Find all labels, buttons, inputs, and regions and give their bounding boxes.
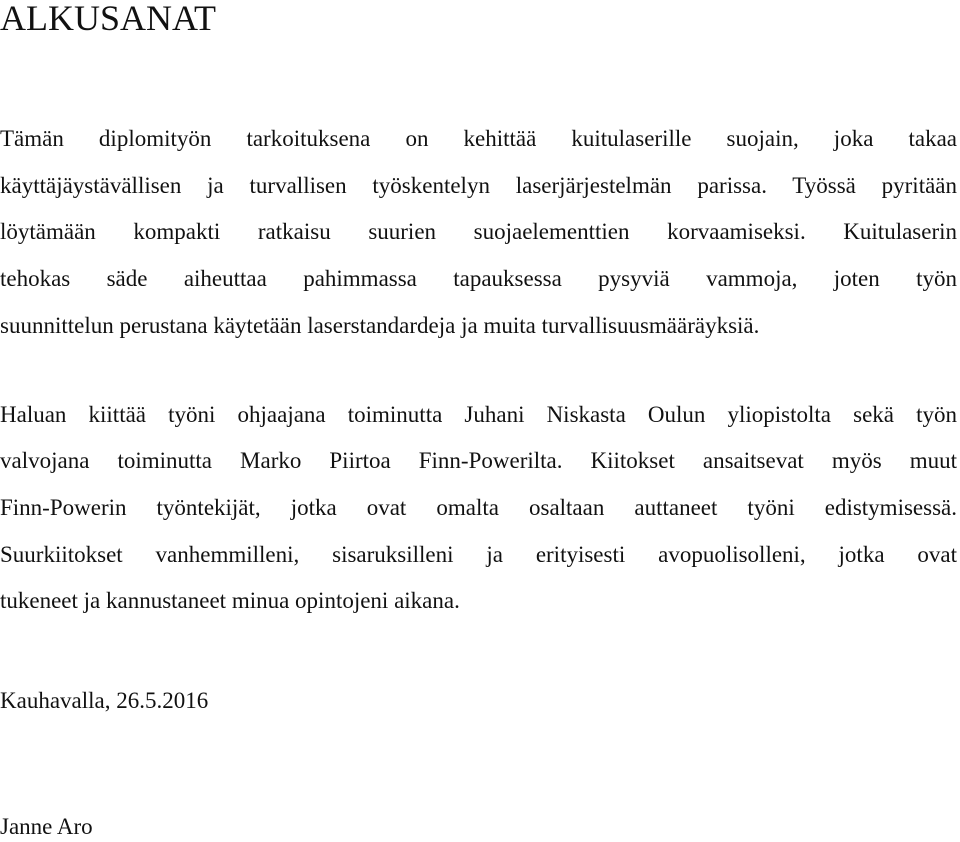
author-name: Janne Aro xyxy=(0,814,93,839)
page-heading: ALKUSANAT xyxy=(0,0,216,38)
paragraph-line: käyttäjäystävällisen ja turvallisen työskentelyn laserjärjestelmän parissa. Työssä pyritään xyxy=(0,173,957,198)
paragraph-line: Finn-Powerin työntekijät, jotka ovat omalta osaltaan auttaneet työni edistymisessä. xyxy=(0,495,957,520)
paragraph-line: suunnittelun perustana käytetään laserstandardeja ja muita turvallisuusmääräyksiä. xyxy=(0,313,760,338)
paragraph-line: löytämään kompakti ratkaisu suurien suojaelementtien korvaamiseksi. Kuitulaserin xyxy=(0,219,957,244)
paragraph-line: valvojana toiminutta Marko Piirtoa Finn-Powerilta. Kiitokset ansaitsevat myös muut xyxy=(0,448,957,473)
paragraph-line: tukeneet ja kannustaneet minua opintojeni aikana. xyxy=(0,588,460,613)
place-and-date: Kauhavalla, 26.5.2016 xyxy=(0,688,209,713)
paragraph-line: Tämän diplomityön tarkoituksena on kehittää kuitulaserille suojain, joka takaa xyxy=(0,126,957,151)
paragraph-line: Suurkiitokset vanhemmilleni, sisaruksilleni ja erityisesti avopuolisolleni, jotka ovat xyxy=(0,542,957,567)
paragraph-line: tehokas säde aiheuttaa pahimmassa tapauksessa pysyviä vammoja, joten työn xyxy=(0,266,957,291)
paragraph-line: Haluan kiittää työni ohjaajana toiminutta Juhani Niskasta Oulun yliopistolta sekä työn xyxy=(0,402,957,427)
